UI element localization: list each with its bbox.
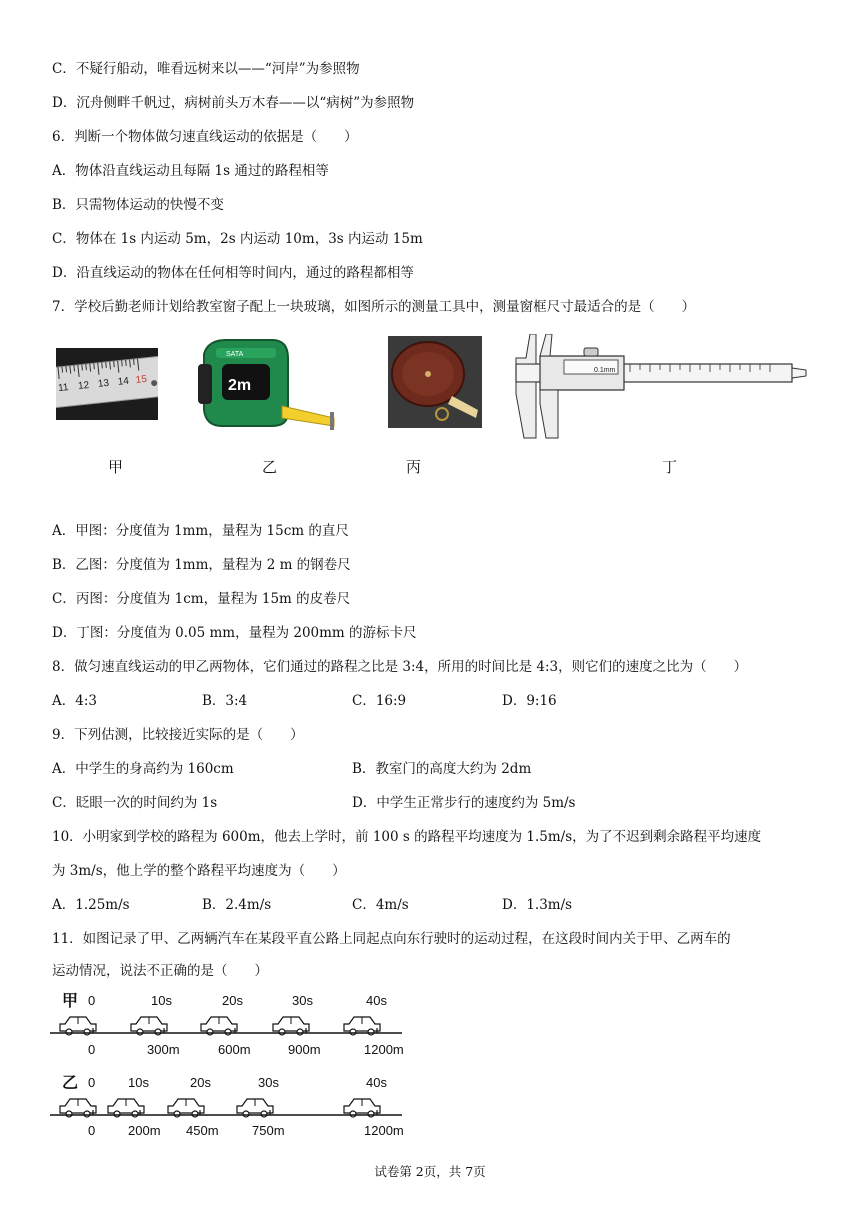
car-a-label: 甲 <box>62 993 79 1010</box>
ruler-tick-label: 15 <box>135 373 148 386</box>
q7-option-a: A．甲图：分度值为 1mm，量程为 15cm 的直尺 <box>52 523 349 539</box>
ruler-tick-label: 12 <box>77 379 90 393</box>
q9-option-d: D．中学生正常步行的速度约为 5m/s <box>352 795 576 811</box>
ruler-tick-label: 14 <box>117 375 130 388</box>
ruler-tick-label: 13 <box>97 377 110 390</box>
q8-option-a: A．4:3 <box>52 693 97 709</box>
ruler-tick-label: 11 <box>57 382 70 395</box>
tape-brand-label: SATA <box>226 351 244 358</box>
car-a-time: 0 <box>88 993 96 1008</box>
q6-option-d: D．沿直线运动的物体在任何相等时间内，通过的路程都相等 <box>52 265 414 281</box>
figure-caption-yi: 乙 <box>262 458 278 476</box>
q6-option-b: B．只需物体运动的快慢不变 <box>52 197 224 213</box>
tape-measure-image <box>196 334 342 436</box>
car-b-time: 10s <box>128 1075 149 1090</box>
q9-stem: 9．下列估测，比较接近实际的是（ ） <box>52 727 304 743</box>
car-b-distance: 0 <box>88 1123 96 1138</box>
reel-tape-image <box>388 336 482 428</box>
q7-option-b: B．乙图：分度值为 1mm，量程为 2 m 的钢卷尺 <box>52 557 351 573</box>
q8-stem: 8．做匀速直线运动的甲乙两物体，它们通过的路程之比是 3:4，所用的时间比是 4:3，则它们的速度之比为（ ） <box>52 659 748 675</box>
car-b-distance: 1200m <box>364 1123 404 1138</box>
q6-stem: 6．判断一个物体做匀速直线运动的依据是（ ） <box>52 129 358 145</box>
steel-ruler-image <box>56 348 158 420</box>
car-b-label: 乙 <box>62 1075 79 1092</box>
q6-option-a: A．物体沿直线运动且每隔 1s 通过的路程相等 <box>52 163 329 179</box>
car-b-time: 30s <box>258 1075 279 1090</box>
q10-option-a: A．1.25m/s <box>52 897 130 913</box>
car-a-time: 20s <box>222 993 243 1008</box>
q5-option-d: D．沉舟侧畔千帆过，病树前头万木春——以“病树”为参照物 <box>52 95 415 111</box>
car-motion-diagram <box>50 988 420 1144</box>
car-a-time: 30s <box>292 993 313 1008</box>
q9-option-b: B．教室门的高度大约为 2dm <box>352 761 532 777</box>
car-b-time: 40s <box>366 1075 387 1090</box>
q7-option-c: C．丙图：分度值为 1cm，量程为 15m 的皮卷尺 <box>52 591 351 607</box>
q10-stem-line1: 10．小明家到学校的路程为 600m，他去上学时，前 100 s 的路程平均速度为 1.5m/s，为了不迟到剩余路程平均速度 <box>52 829 762 845</box>
q8-option-d: D．9:16 <box>502 693 557 709</box>
q10-option-b: B．2.4m/s <box>202 897 272 913</box>
q5-option-c: C．不疑行船动，唯看远树来以——“河岸”为参照物 <box>52 61 360 77</box>
q11-stem-line2: 运动情况，说法不正确的是（ ） <box>52 963 268 979</box>
q9-option-c: C．眨眼一次的时间约为 1s <box>52 795 218 811</box>
car-a-distance: 900m <box>288 1042 321 1057</box>
q11-stem-line1: 11．如图记录了甲、乙两辆汽车在某段平直公路上同起点向东行驶时的运动过程，在这段时间内关于甲、乙两车的 <box>52 931 731 947</box>
q8-option-c: C．16:9 <box>352 693 407 709</box>
q7-stem: 7．学校后勤老师计划给教室窗子配上一块玻璃，如图所示的测量工具中，测量窗框尺寸最适合的是（ ） <box>52 299 696 315</box>
car-b-time: 20s <box>190 1075 211 1090</box>
page-footer: 试卷第 2页，共 7页 <box>374 1164 486 1179</box>
car-b-time: 0 <box>88 1075 96 1090</box>
tape-size-label: 2m <box>228 377 252 394</box>
car-b-distance: 750m <box>252 1123 285 1138</box>
car-a-distance: 1200m <box>364 1042 404 1057</box>
caliper-precision-label: 0.1mm <box>594 367 616 374</box>
vernier-caliper-image <box>500 334 808 442</box>
q7-option-d: D．丁图：分度值为 0.05 mm，量程为 200mm 的游标卡尺 <box>52 625 417 641</box>
figure-caption-jia: 甲 <box>108 458 124 476</box>
car-a-distance: 300m <box>147 1042 180 1057</box>
car-a-distance: 0 <box>88 1042 96 1057</box>
car-a-distance: 600m <box>218 1042 251 1057</box>
q6-option-c: C．物体在 1s 内运动 5m，2s 内运动 10m，3s 内运动 15m <box>52 231 423 247</box>
q10-stem-line2: 为 3m/s，他上学的整个路程平均速度为（ ） <box>52 863 346 879</box>
car-a-time: 10s <box>151 993 172 1008</box>
car-b-distance: 450m <box>186 1123 219 1138</box>
figure-caption-ding: 丁 <box>662 458 678 476</box>
figure-caption-bing: 丙 <box>406 458 422 476</box>
car-b-distance: 200m <box>128 1123 161 1138</box>
q10-option-d: D．1.3m/s <box>502 897 573 913</box>
car-a-time: 40s <box>366 993 387 1008</box>
q9-option-a: A．中学生的身高约为 160cm <box>52 761 234 777</box>
q8-option-b: B．3:4 <box>202 693 248 709</box>
q10-option-c: C．4m/s <box>352 897 409 913</box>
